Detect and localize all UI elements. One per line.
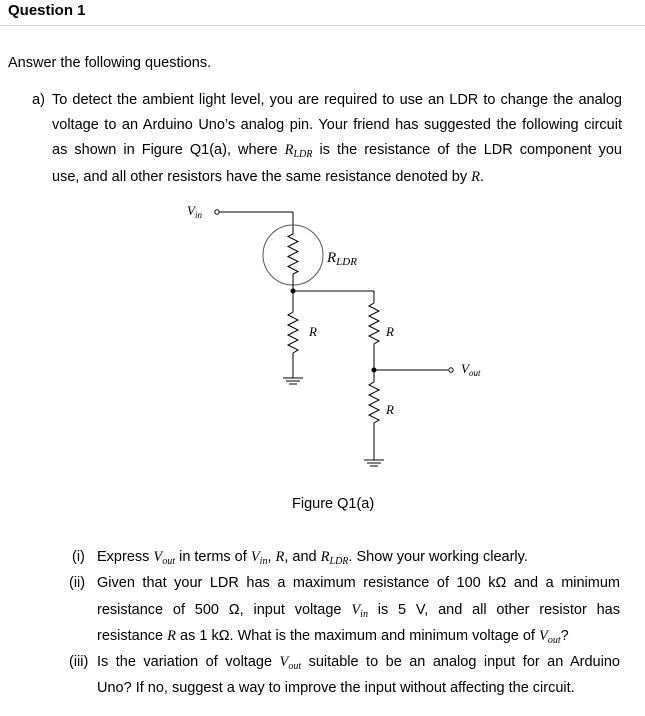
resistor-left xyxy=(288,291,298,378)
ldr-resistor xyxy=(288,228,298,291)
subq-iii-number: (iii) xyxy=(69,654,89,670)
ground-right xyxy=(364,460,384,466)
subq-ii-number: (ii) xyxy=(69,575,86,591)
r-right-upper-label: R xyxy=(386,324,394,339)
part-a-label: a) xyxy=(32,92,45,108)
rldr-label: $R_{LDR}$ xyxy=(327,250,357,268)
resistor-right-lower xyxy=(369,370,379,460)
subq-iii-line-1: Is the variation of voltage $V_{out}$ suitable to be an analog input for an Arduino xyxy=(97,654,620,672)
figure-caption: Figure Q1(a) xyxy=(292,496,375,512)
part-a-line-4: use, and all other resistors have the same resistance denoted by R. xyxy=(52,169,485,185)
subq-iii-line-2: Uno? If no, suggest a way to improve the input without affecting the circuit. xyxy=(97,680,575,696)
part-a-line-3: as shown in Figure Q1(a), where $R_{LDR}$ is the resistance of the LDR component you xyxy=(52,142,622,160)
resistor-right-upper xyxy=(369,291,379,370)
question-intro: Answer the following questions. xyxy=(8,55,212,71)
r-right-lower-label: R xyxy=(386,402,394,417)
r-left-label: R xyxy=(309,324,317,339)
vin-terminal xyxy=(215,210,219,214)
ground-left xyxy=(283,378,303,384)
part-a-line-1: To detect the ambient light level, you are required to use an LDR to change the analog xyxy=(52,92,622,108)
vout-label: $V_{out}$ xyxy=(461,361,481,378)
subq-ii-line-3: resistance R as 1 kΩ. What is the maximum and minimum voltage of $V_{out}$? xyxy=(97,628,569,646)
subq-i-text: Express $V_{out}$ in terms of $V_{in}$, R, and $R_{LDR}$. Show your working clearly. xyxy=(97,549,528,567)
vin-label: $V_{in}$ xyxy=(187,203,202,220)
subq-ii-line-1: Given that your LDR has a maximum resistance of 100 kΩ and a minimum xyxy=(97,575,620,591)
subq-ii-line-2: resistance of 500 Ω, input voltage $V_{in}$ is 5 V, and all other resistor has xyxy=(97,602,620,620)
question-title: Question 1 xyxy=(8,2,86,19)
subq-i-number: (i) xyxy=(72,549,85,565)
part-a-line-2: voltage to an Arduino Uno’s analog pin. Your friend has suggested the following circuit xyxy=(52,117,622,133)
var-r: R xyxy=(284,142,294,158)
vout-terminal xyxy=(449,368,453,372)
